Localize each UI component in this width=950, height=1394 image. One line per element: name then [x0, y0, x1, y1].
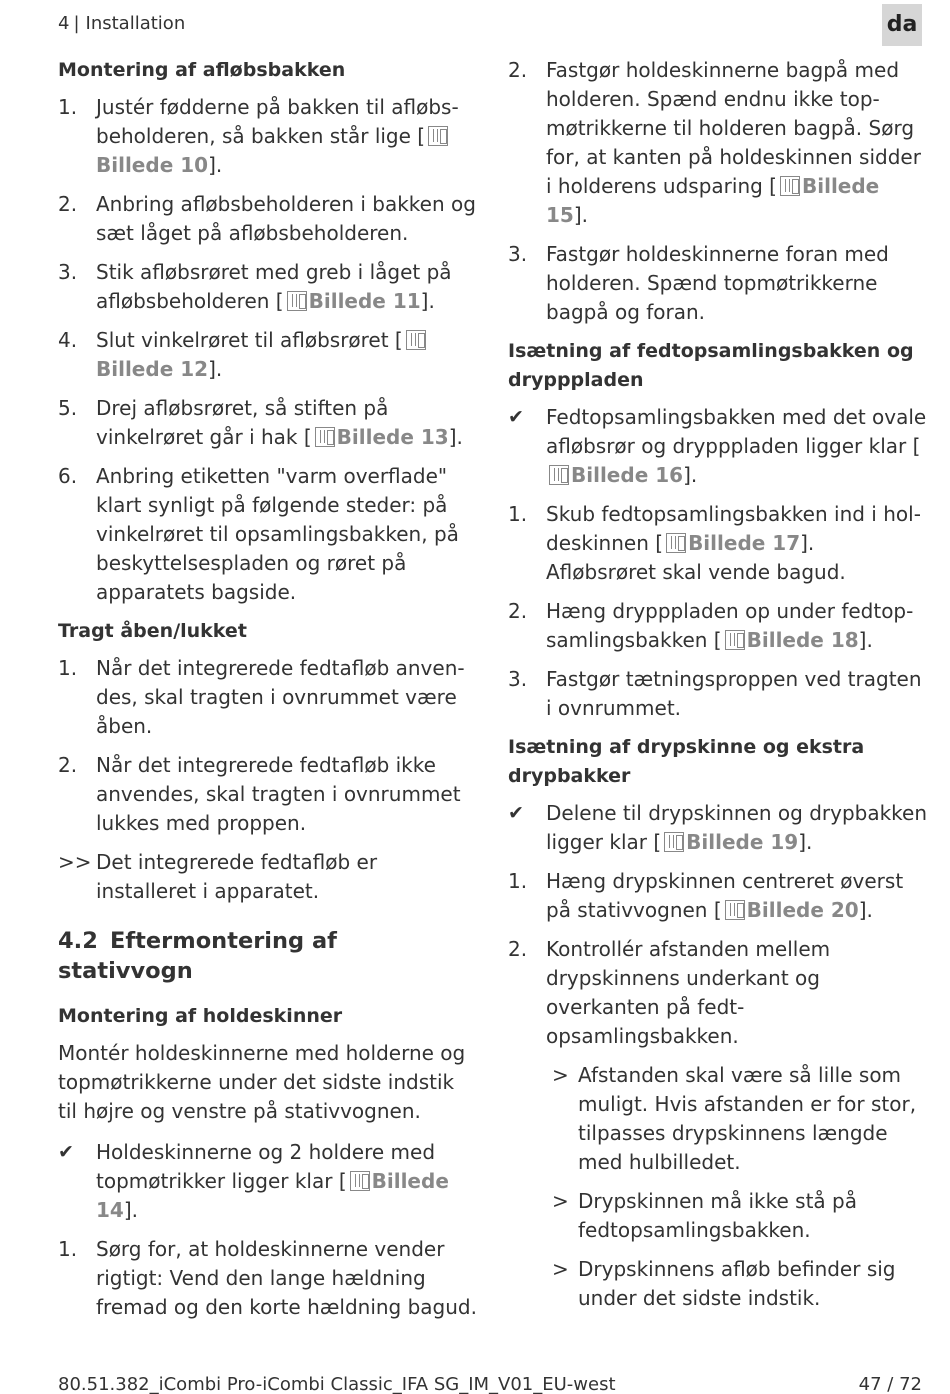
- step-text-end: ].: [420, 289, 435, 313]
- section-title-text: Eftermontering af stativvogn: [58, 928, 337, 984]
- step-text: Anbring etiketten "varm overflade" klart synligt på følgende steder: på vinkelrøret til opsamlingsbakken, på beskyttelsespladen og røret på apparatets bagside.: [96, 464, 459, 604]
- list-item: [508, 665, 928, 723]
- figure-icon: [350, 1171, 370, 1191]
- precondition-text: Holdeskinnerne og 2 holdere med topmøtrikker ligger klar [: [96, 1140, 436, 1193]
- figure-reference[interactable]: [312, 425, 449, 449]
- sub-text: Drypskinnen må ikke stå på fedtopsamlingsbakken.: [578, 1189, 857, 1242]
- figure-icon: [664, 832, 684, 852]
- step-number: 5.: [58, 396, 78, 420]
- right-column: [508, 56, 928, 1323]
- figure-icon: [666, 533, 686, 553]
- language-badge: da: [882, 4, 922, 46]
- precondition-text-end: ].: [798, 830, 813, 854]
- list-item: [508, 867, 928, 925]
- check-icon: ✔: [508, 802, 524, 824]
- figure-icon: [287, 291, 307, 311]
- check-icon: ✔: [58, 1141, 74, 1163]
- figure-reference[interactable]: [663, 531, 800, 555]
- figure-icon: [725, 900, 745, 920]
- step-number: 3.: [508, 667, 528, 691]
- step-text-end: ].: [858, 628, 873, 652]
- precondition-item: [58, 1138, 478, 1225]
- list-item: [58, 751, 478, 838]
- figure-label: Billede 18: [746, 628, 859, 652]
- sub-marker: >: [552, 1063, 569, 1087]
- step-text: Fastgør holdeskinnerne foran med holderen. Spænd topmøtrikkerne bagpå og foran.: [546, 242, 889, 324]
- list-item: [508, 500, 928, 587]
- figure-icon: [780, 176, 800, 196]
- figure-label: Billede 12: [96, 357, 209, 381]
- figure-label: Billede 10: [96, 153, 209, 177]
- precondition-text: Fedtopsamlingsbakken med det ovale afløbsrør og drypppladen ligger klar [: [546, 405, 927, 458]
- figure-reference[interactable]: [661, 830, 798, 854]
- chapter-number: 4: [58, 13, 70, 34]
- step-text-end: ].: [208, 153, 223, 177]
- step-number: 2.: [58, 192, 78, 216]
- step-number: 3.: [58, 260, 78, 284]
- rails-steps-continued: [508, 56, 928, 327]
- list-item: [58, 93, 478, 180]
- figure-label: Billede 13: [336, 425, 449, 449]
- step-text: Når det integrerede fedtafløb anvendes, skal tragten i ovnrummet være åben.: [96, 656, 465, 738]
- section-heading-drain-tray: Montering af afløbsbakken: [58, 59, 346, 81]
- figure-icon: [406, 330, 426, 350]
- rails-paragraph: Montér holdeskinnerne med holderne og topmøtrikkerne under det sidste indstik til højre og venstre på stativvognen.: [58, 1041, 466, 1123]
- precondition-item: [508, 403, 928, 490]
- figure-label: Billede 11: [308, 289, 421, 313]
- step-text: Slut vinkelrøret til afløbsrøret [: [96, 328, 403, 352]
- result-text: Det integrerede fedtafløb er installeret i apparatet.: [96, 850, 378, 903]
- step-text-end: ].: [448, 425, 463, 449]
- section-number: 4.2: [58, 928, 98, 954]
- step-text: Skub fedtopsamlingsbakken ind i holdeskinnen [: [546, 502, 921, 555]
- figure-icon: [725, 630, 745, 650]
- section-heading-rails: Montering af holdeskinner: [58, 1005, 343, 1027]
- precondition-text: Delene til drypskinnen og drypbakken ligger klar [: [546, 801, 928, 854]
- precondition-text-end: ].: [123, 1198, 139, 1222]
- step-number: 2.: [508, 937, 528, 961]
- figure-reference[interactable]: [546, 463, 683, 487]
- precondition-item: [508, 799, 928, 857]
- step-text: Kontrollér afstanden mellem drypskinnens underkant og overkanten på fedtopsamlingsbakken.: [546, 937, 831, 1048]
- drain-tray-steps: [58, 93, 478, 607]
- list-item: [58, 462, 478, 607]
- sub-text: Drypskinnens afløb befinder sig under det sidste indstik.: [578, 1257, 896, 1310]
- step-number: 2.: [508, 599, 528, 623]
- step-number: 1.: [508, 502, 528, 526]
- step-text-end: ].: [858, 898, 873, 922]
- step-text: Sørg for, at holdeskinnerne vender rigtigt: Vend den lange hældning fremad og den korte hældning bagud.: [96, 1237, 477, 1319]
- step-text-end: ]. Afløbsrøret skal vende bagud.: [546, 531, 846, 584]
- list-item: [508, 597, 928, 655]
- list-item: [58, 1235, 478, 1322]
- step-text: Anbring afløbsbeholderen i bakken og sæt låget på afløbsbeholderen.: [96, 192, 476, 245]
- check-icon: ✔: [508, 406, 524, 428]
- step-text: Når det integrerede fedtafløb ikke anvendes, skal tragten i ovnrummet lukkes med proppen.: [96, 753, 461, 835]
- step-number: 2.: [58, 753, 78, 777]
- step-number: 1.: [58, 656, 78, 680]
- figure-label: Billede 15: [546, 174, 880, 227]
- list-item: [58, 394, 478, 452]
- figure-label: Billede 20: [746, 898, 859, 922]
- left-column: [58, 56, 478, 1332]
- step-text: Fastgør holdeskinnerne bagpå med holderen. Spænd endnu ikke topmøtrikkerne til holderen bagpå. Sørg for, at kanten på holdeskinnen sidder i holderens udsparing [: [546, 58, 921, 198]
- sub-marker: >: [552, 1257, 569, 1281]
- step-text: Hæng drypppladen op under fedtopsamlingsbakken [: [546, 599, 914, 652]
- step-number: 4.: [58, 328, 78, 352]
- step-number: 1.: [58, 95, 78, 119]
- figure-label: Billede 17: [688, 531, 801, 555]
- list-item: [58, 654, 478, 741]
- section-heading-grease-tray: Isætning af fedtopsamlingsbakken og drypppladen: [508, 340, 914, 391]
- figure-icon: [549, 465, 569, 485]
- sub-marker: >: [552, 1189, 569, 1213]
- step-number: 6.: [58, 464, 78, 488]
- figure-icon: [315, 427, 335, 447]
- step-number: 3.: [508, 242, 528, 266]
- figure-icon: [428, 126, 448, 146]
- sub-item: [508, 1255, 928, 1313]
- section-heading-funnel: Tragt åben/lukket: [58, 620, 247, 642]
- step-text: Drej afløbsrøret, så stiften på vinkelrøret går i hak [: [96, 396, 389, 449]
- list-item: [508, 935, 928, 1051]
- step-text: Justér fødderne på bakken til afløbsbeholderen, så bakken står lige [: [96, 95, 459, 148]
- list-item: [58, 190, 478, 248]
- step-text: Hæng drypskinnen centreret øverst på stativvognen [: [546, 869, 904, 922]
- figure-label: Billede 16: [571, 463, 684, 487]
- figure-label: Billede 14: [96, 1169, 449, 1222]
- document-id: 80.51.382_iCombi Pro-iCombi Classic_IFA SG_IM_V01_EU-west: [58, 1374, 616, 1394]
- precondition-text-end: ].: [683, 463, 698, 487]
- list-item: [508, 56, 928, 230]
- page-number: 47 / 72: [858, 1374, 922, 1394]
- step-number: 1.: [58, 1237, 78, 1261]
- section-title: [58, 926, 478, 986]
- result-item: [58, 848, 478, 906]
- step-text: Fastgør tætningsproppen ved tragten i ovnrummet.: [546, 667, 922, 720]
- figure-reference[interactable]: [722, 898, 859, 922]
- figure-reference[interactable]: [722, 628, 859, 652]
- step-text: Stik afløbsrøret med greb i låget på afløbsbeholderen [: [96, 260, 452, 313]
- sub-item: [508, 1061, 928, 1177]
- step-number: 2.: [508, 58, 528, 82]
- page-header: [58, 12, 185, 36]
- section-heading-drip-rail: Isætning af drypskinne og ekstra drypbakker: [508, 736, 865, 787]
- chapter-title: Installation: [85, 13, 186, 34]
- result-marker: >>: [58, 850, 92, 874]
- figure-label: Billede 19: [686, 830, 799, 854]
- step-text-end: ].: [573, 203, 589, 227]
- list-item: [58, 326, 478, 384]
- grease-tray-steps: [508, 500, 928, 723]
- sub-text: Afstanden skal være så lille som muligt. Hvis afstanden er for stor, tilpasses drypskinnens længde med hulbilledet.: [578, 1063, 917, 1174]
- list-item: [508, 240, 928, 327]
- step-text-end: ].: [208, 357, 223, 381]
- figure-reference[interactable]: [284, 289, 421, 313]
- list-item: [58, 258, 478, 316]
- drip-rail-steps: [508, 867, 928, 1051]
- step-number: 1.: [508, 869, 528, 893]
- header-separator: |: [73, 13, 80, 34]
- sub-item: [508, 1187, 928, 1245]
